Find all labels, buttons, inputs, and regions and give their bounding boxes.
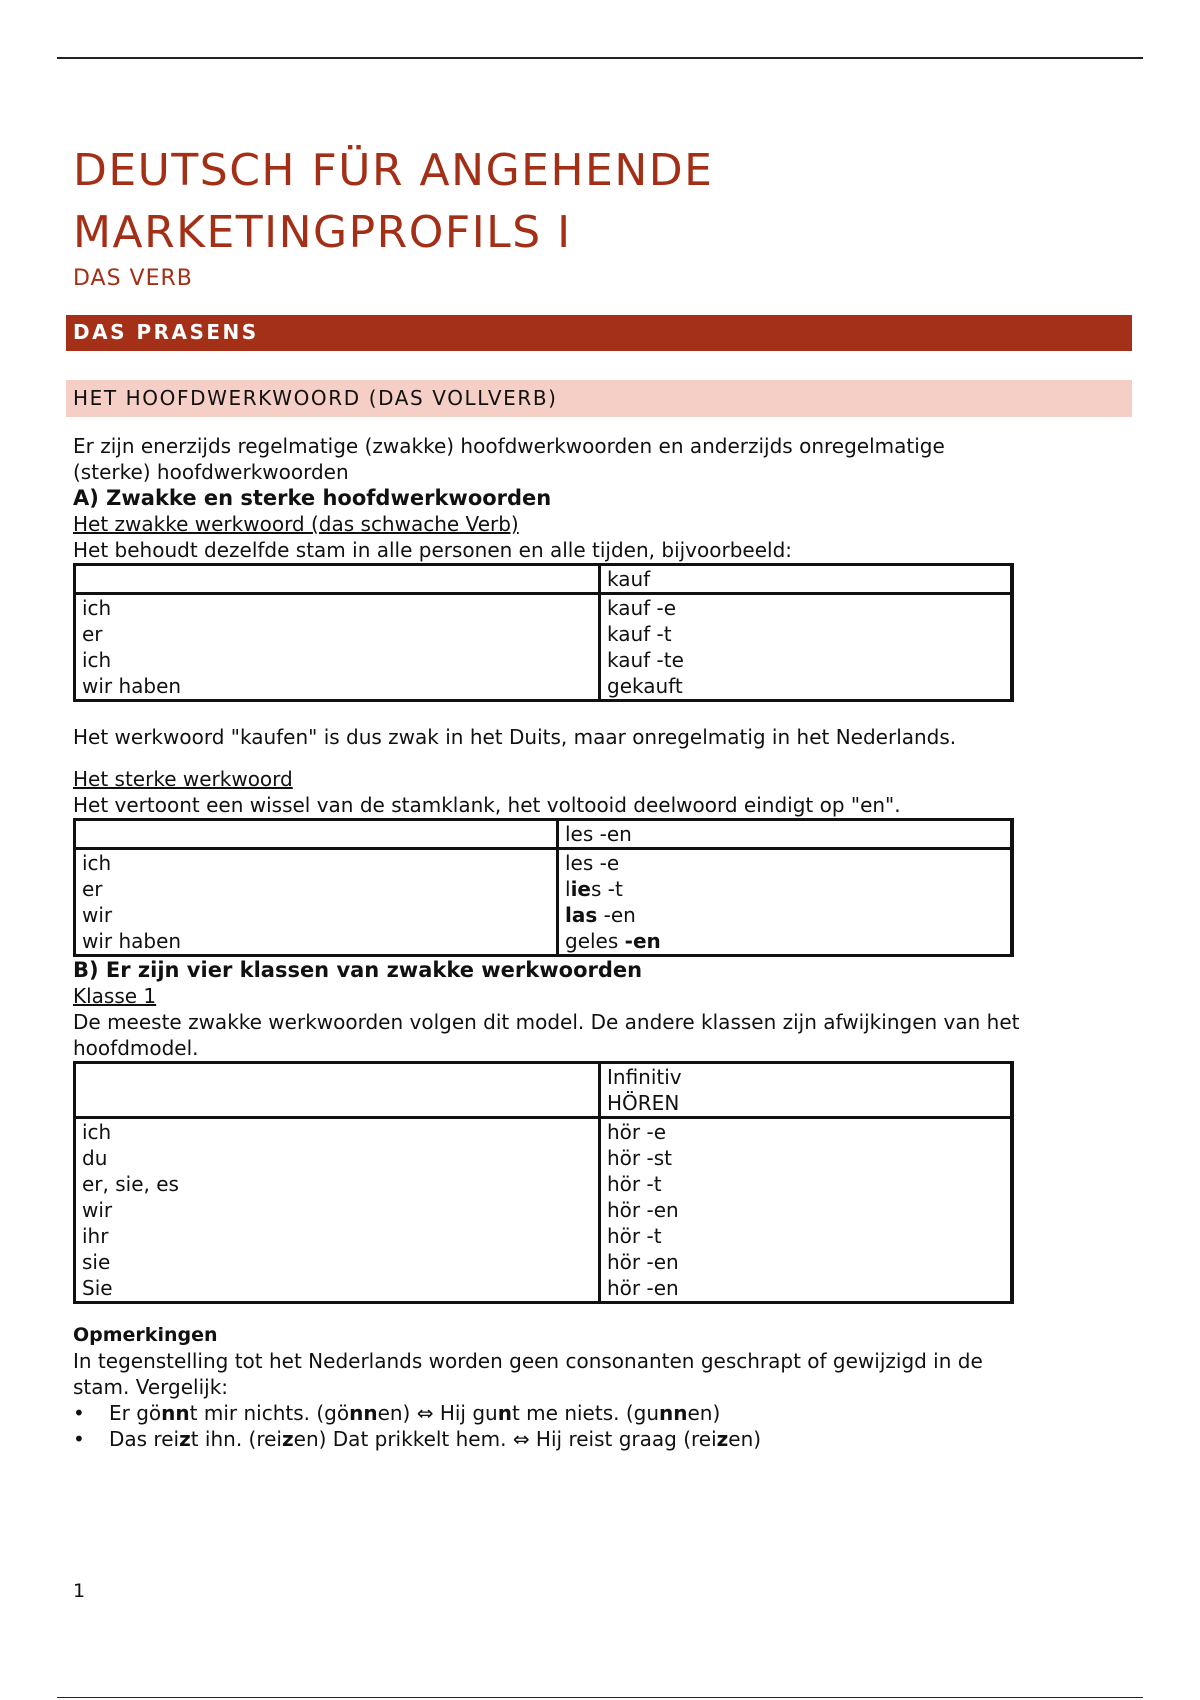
infinitive-label: Infinitiv [607, 1065, 682, 1089]
table-header-empty [75, 820, 558, 849]
text: en) [377, 1401, 417, 1425]
weak-verb-description: Het behoudt dezelfde stam in alle personen en alle tijden, bijvoorbeeld: [73, 538, 793, 562]
person-cell: sie [82, 1250, 111, 1274]
emphasis: n [497, 1401, 512, 1425]
text: Er gö [109, 1401, 162, 1425]
title-line-1: DEUTSCH FÜR ANGEHENDE [73, 145, 714, 196]
form-cell [565, 850, 1004, 876]
class-description-line-1: De meeste zwakke werkwoorden volgen dit model. De andere klassen zijn afwijkingen van het [73, 1010, 1020, 1034]
table-header-cell: kauf [600, 565, 1013, 594]
form-cell: hör -st [607, 1146, 672, 1170]
text: t me niets. (gu [511, 1401, 659, 1425]
section-heading: DAS PRASENS [66, 315, 1132, 351]
person-cell: er [82, 622, 103, 646]
person-cell: ich [82, 851, 112, 875]
person-cell: wir haben [82, 674, 182, 698]
form-cell [565, 902, 1004, 928]
list-item [73, 1426, 1133, 1452]
form-cell: hör -t [607, 1172, 662, 1196]
text: en) [728, 1427, 762, 1451]
person-cell: du [82, 1146, 108, 1170]
page-number: 1 [73, 1580, 86, 1602]
person-cell: er [82, 877, 103, 901]
strong-verb-table [73, 818, 1014, 957]
text: Das rei [109, 1427, 180, 1451]
form-cell: hör -en [607, 1276, 679, 1300]
emphasis: nn [349, 1401, 378, 1425]
form-text: l [565, 877, 571, 901]
emphasis: z [282, 1427, 294, 1451]
form-cell: gekauft [607, 674, 683, 698]
bullet-icon: • [73, 1427, 85, 1451]
bottom-rule [57, 1697, 1143, 1698]
remarks-line-2: stam. Vergelijk: [73, 1375, 229, 1399]
document-body [73, 140, 1133, 1452]
form-highlight: ie [570, 877, 591, 901]
table-header-row [75, 820, 1013, 849]
text: t ihn. (rei [190, 1427, 282, 1451]
infinitive-value: HÖREN [607, 1091, 680, 1115]
class-description [73, 1009, 1133, 1061]
person-cell: ich [82, 1120, 112, 1144]
form-cell: kauf -e [607, 596, 677, 620]
class-description-line-2: hoofdmodel. [73, 1036, 199, 1060]
form-highlight: las [565, 903, 598, 927]
person-cell: wir [82, 903, 113, 927]
form-cell: hör -t [607, 1224, 662, 1248]
intro-paragraph [73, 433, 1133, 485]
form-cell: hör -en [607, 1250, 679, 1274]
strong-verb-description: Het vertoont een wissel van de stamklank, het voltooid deelwoord eindigt op "en". [73, 793, 901, 817]
part-a-heading: A) Zwakke en sterke hoofdwerkwoorden [73, 486, 552, 510]
text: en) Dat prikkelt hem. [293, 1427, 513, 1451]
form-text: s -t [590, 877, 623, 901]
remarks-line-1: In tegenstelling tot het Nederlands worden geen consonanten geschrapt of gewijzigd in de [73, 1349, 983, 1373]
emphasis: z [716, 1427, 729, 1451]
form-column [600, 594, 1013, 701]
text: t mir nichts. (gö [189, 1401, 350, 1425]
form-text: les -e [565, 851, 620, 875]
form-cell: kauf -t [607, 622, 672, 646]
person-cell: er, sie, es [82, 1172, 179, 1196]
emphasis: nn [659, 1401, 688, 1425]
bullet-icon: • [73, 1401, 85, 1425]
emphasis: z [179, 1427, 191, 1451]
double-arrow-icon: ⇔ [416, 1401, 434, 1425]
text: Hij gu [433, 1401, 498, 1425]
person-cell: ihr [82, 1224, 109, 1248]
strong-verb-title: Het sterke werkwoord [73, 767, 293, 791]
intro-line-1: Er zijn enerzijds regelmatige (zwakke) hoofdwerkwoorden en anderzijds onregelmatige [73, 434, 945, 458]
table-header-empty [75, 565, 600, 594]
document-subtitle: DAS VERB [73, 266, 193, 291]
form-cell [565, 876, 1004, 902]
person-cell: ich [82, 596, 112, 620]
document-title [73, 140, 1133, 264]
class-title: Klasse 1 [73, 984, 157, 1008]
intro-line-2: (sterke) hoofdwerkwoorden [73, 460, 349, 484]
part-b-heading: B) Er zijn vier klassen van zwakke werkwoorden [73, 958, 643, 982]
remarks-paragraph [73, 1348, 1133, 1400]
person-column [75, 849, 558, 956]
table-row [75, 594, 1013, 701]
form-text: -en [597, 903, 636, 927]
remarks-heading: Opmerkingen [73, 1324, 218, 1346]
person-cell: wir [82, 1198, 113, 1222]
form-column [558, 849, 1013, 956]
table-header-row [75, 1063, 1013, 1118]
text: en) [687, 1401, 721, 1425]
class-1-table [73, 1061, 1014, 1304]
weak-verb-table [73, 563, 1014, 702]
remarks-list [73, 1400, 1133, 1452]
table-row [75, 849, 1013, 956]
weak-verb-title: Het zwakke werkwoord (das schwache Verb) [73, 512, 519, 536]
table-row [75, 1118, 1013, 1303]
form-column [600, 1118, 1013, 1303]
person-column [75, 1118, 600, 1303]
table-header-cell [600, 1063, 1013, 1118]
person-cell: ich [82, 648, 112, 672]
text: Hij reist graag (rei [529, 1427, 717, 1451]
form-cell: hör -en [607, 1198, 679, 1222]
weak-verb-note: Het werkwoord "kaufen" is dus zwak in het Duits, maar onregelmatig in het Nederlands. [73, 725, 957, 749]
emphasis: nn [161, 1401, 190, 1425]
person-column [75, 594, 600, 701]
form-highlight: -en [624, 929, 661, 953]
double-arrow-icon: ⇔ [512, 1427, 530, 1451]
person-cell: wir haben [82, 929, 182, 953]
person-cell: Sie [82, 1276, 113, 1300]
list-item [73, 1400, 1133, 1426]
form-cell [565, 928, 1004, 954]
table-header-row [75, 565, 1013, 594]
form-cell: hör -e [607, 1120, 667, 1144]
title-line-2: MARKETINGPROFILS I [73, 207, 572, 258]
top-rule [57, 57, 1143, 59]
form-cell: kauf -te [607, 648, 684, 672]
subsection-heading: HET HOOFDWERKWOORD (DAS VOLLVERB) [66, 380, 1132, 417]
form-text: geles [565, 929, 625, 953]
table-header-cell: les -en [558, 820, 1013, 849]
table-header-empty [75, 1063, 600, 1118]
